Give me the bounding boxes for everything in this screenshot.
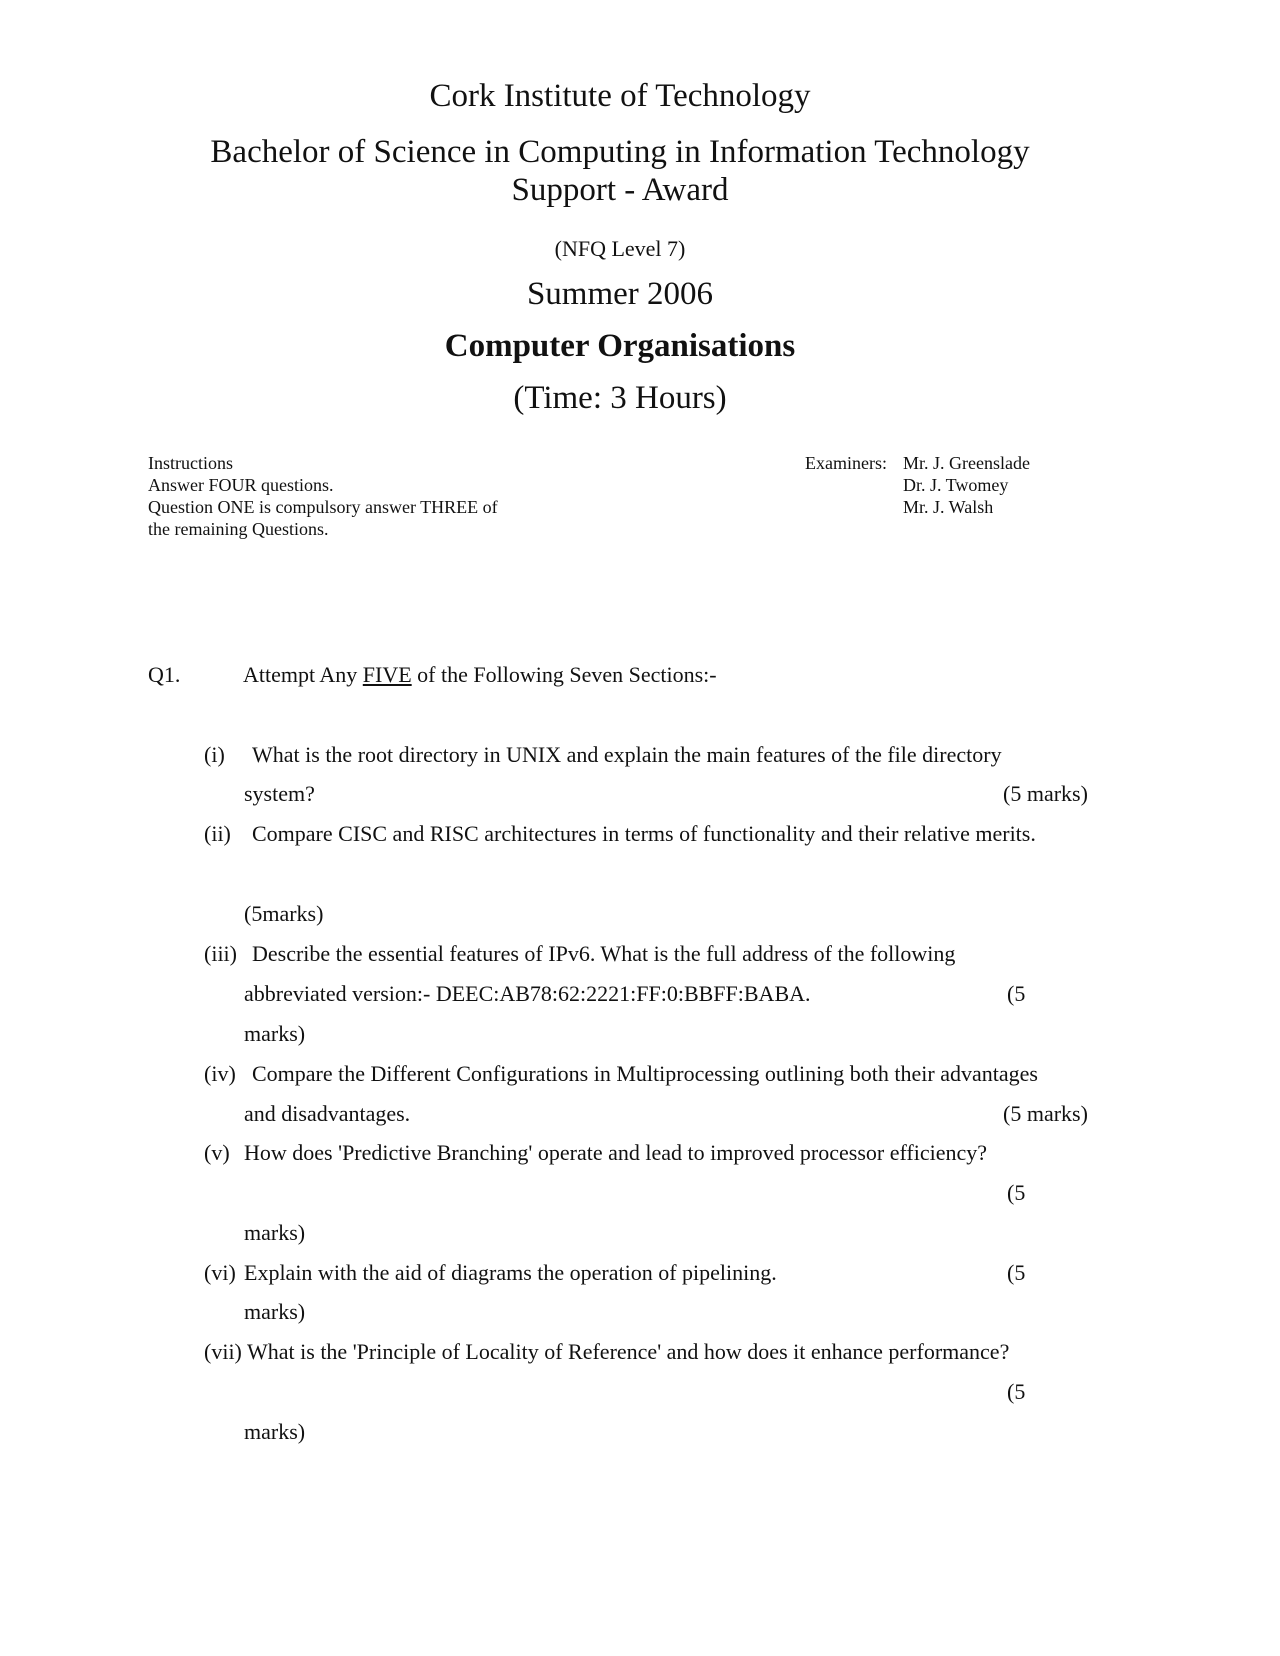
section-text: Compare CISC and RISC architectures in terms of functionality and their relative merits. [252, 821, 1036, 846]
instructions-block [148, 452, 498, 540]
section-number: (v) [204, 1140, 230, 1165]
section-marks: (5 [1007, 1180, 1026, 1205]
section-marks: (5 [1007, 1260, 1026, 1285]
subject-title: Computer Organisations [444, 328, 796, 364]
section-marks: (5 [1007, 1379, 1026, 1404]
examiner-name: Dr. J. Twomey [903, 475, 1009, 495]
question-number: Q1. [148, 662, 181, 687]
instructions-label: Instructions [148, 453, 233, 473]
examiner-name: Mr. J. Greenslade [903, 453, 1030, 473]
section-text: Compare the Different Configurations in Multiprocessing outlining both their advantages [252, 1061, 1038, 1086]
section-text: and disadvantages. [244, 1101, 411, 1126]
instructions-line: the remaining Questions. [148, 519, 329, 539]
examiner-name: Mr. J. Walsh [903, 497, 994, 517]
section-text: Explain with the aid of diagrams the operation of pipelining. [244, 1260, 777, 1285]
section-text: What is the root directory in UNIX and explain the main features of the file directory [252, 742, 1002, 767]
instructions-line: Question ONE is compulsory answer THREE of [148, 497, 498, 517]
nfq-level: (NFQ Level 7) [554, 236, 686, 261]
section-number: (iv) [204, 1061, 236, 1086]
section-text: What is the 'Principle of Locality of Reference' and how does it enhance performance? [247, 1339, 1010, 1364]
exam-duration: (Time: 3 Hours) [513, 380, 727, 416]
institute-title: Cork Institute of Technology [429, 78, 811, 114]
question-intro: Attempt Any FIVE of the Following Seven Sections:- [243, 662, 717, 687]
section-number: (vi) [204, 1260, 236, 1285]
section-number: (i) [204, 742, 225, 767]
programme-title-line1: Bachelor of Science in Computing in Information Technology [210, 134, 1030, 170]
section-text: Describe the essential features of IPv6. What is the full address of the following [252, 941, 956, 966]
section-marks: marks) [244, 1299, 306, 1324]
exam-session: Summer 2006 [526, 276, 714, 312]
emphasis-five: FIVE [362, 662, 412, 687]
section-number: (ii) [204, 821, 231, 846]
examiners-label: Examiners: [805, 453, 887, 473]
section-number: (vii) [204, 1339, 242, 1364]
section-number: (iii) [204, 941, 237, 966]
section-text: system? [244, 781, 315, 806]
instructions-line: Answer FOUR questions. [148, 475, 334, 495]
section-marks: marks) [244, 1021, 306, 1046]
programme-title-line2: Support - Award [511, 172, 729, 208]
section-text: How does 'Predictive Branching' operate and lead to improved processor efficiency? [244, 1140, 988, 1165]
section-text: abbreviated version:- DEEC:AB78:62:2221:FF:0:BBFF:BABA. [244, 981, 811, 1006]
section-marks: (5 marks) [1003, 1101, 1088, 1126]
section-marks: (5 [1007, 981, 1026, 1006]
section-marks: marks) [244, 1419, 306, 1444]
section-marks: (5marks) [244, 901, 324, 926]
section-marks: (5 marks) [1003, 781, 1088, 806]
section-marks: marks) [244, 1220, 306, 1245]
examiners-list [903, 452, 1030, 518]
